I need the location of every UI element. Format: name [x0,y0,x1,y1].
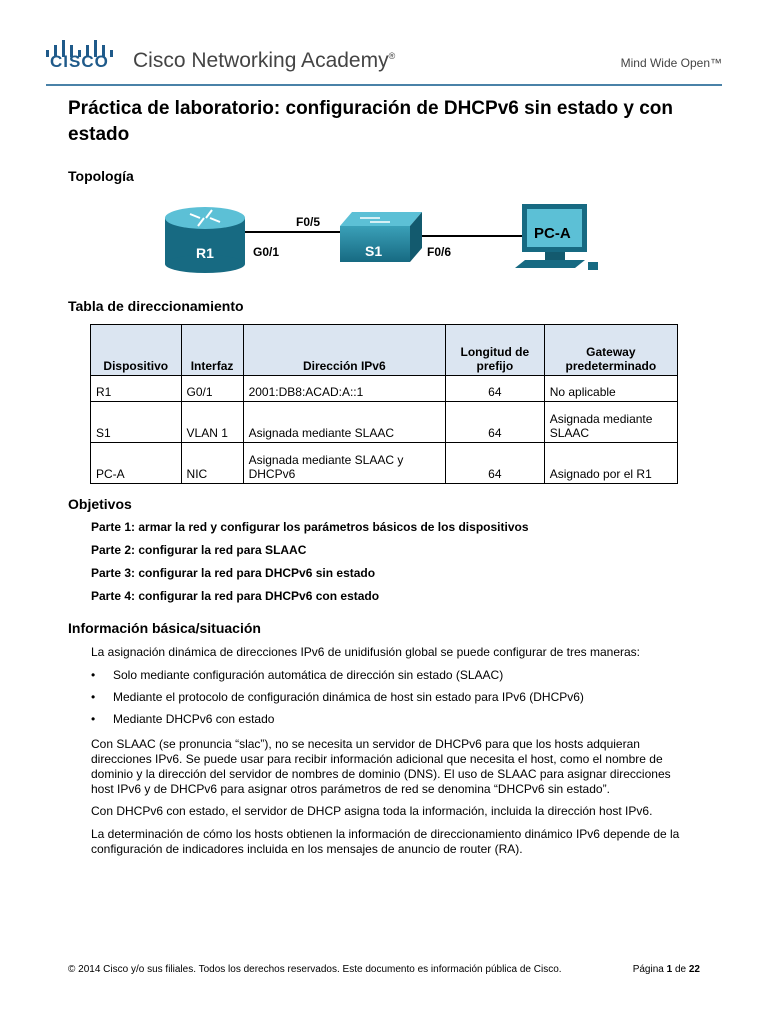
table-cell: 64 [446,443,545,484]
port-label-g0-1: G0/1 [253,245,280,259]
objective-item: Parte 3: configurar la red para DHCPv6 sin estado [91,566,376,580]
objective-item: Parte 4: configurar la red para DHCPv6 con estado [91,589,380,603]
table-row [91,402,678,443]
column-header: Dirección IPv6 [243,325,445,376]
table-cell: No aplicable [544,376,677,402]
table-row [91,376,678,402]
list-item: • Mediante DHCPv6 con estado [91,712,275,726]
slaac-paragraph: Con SLAAC (se pronuncia “slac”), no se necesita un servidor de DHCPv6 para que los hosts adquieran direcciones IPv6. Se puede usar para recibir información adicional que necesita el host, como el nombre de dominio y la dirección del servidor de nombres de dominio (DNS). El uso de SLAAC para asignar direcciones host IPv6 y de DHCPv6 para asignar otros parámetros de red se denomina “DHCPv6 sin estado”. [91,737,671,796]
intro-paragraph: La asignación dinámica de direcciones IPv6 de unidifusión global se puede configurar de tres maneras: [91,645,641,659]
addressing-table-heading: Tabla de direccionamiento [68,298,244,314]
table-cell: Asignada mediante SLAAC [243,402,445,443]
port-label-f0-6: F0/6 [427,245,452,259]
pc-label: PC-A [534,225,571,242]
table-cell: 64 [446,402,545,443]
objectives-heading: Objetivos [68,496,132,512]
table-cell: 2001:DB8:ACAD:A::1 [243,376,445,402]
objective-item: Parte 1: armar la red y configurar los parámetros básicos de los dispositivos [91,520,529,534]
table-cell: PC-A [91,443,182,484]
column-header: Dispositivo [91,325,182,376]
column-header: Longitud de prefijo [446,325,545,376]
bullet-icon: • [91,690,96,704]
table-cell: NIC [181,443,243,484]
footer-copyright: © 2014 Cisco y/o sus filiales. Todos los derechos reservados. Este documento es información pública de Cisco. [68,964,562,975]
ra-paragraph: La determinación de cómo los hosts obtienen la información de direccionamiento dinámico IPv6 depende de la configuración de indicadores incluida en los mensajes de anuncio de router (RA). [91,827,680,856]
table-row [91,443,678,484]
stateful-paragraph: Con DHCPv6 con estado, el servidor de DHCP asigna toda la información, incluida la dirección host IPv6. [91,804,653,818]
table-cell: Asignado por el R1 [544,443,677,484]
table-cell: VLAN 1 [181,402,243,443]
table-header-row [91,325,678,376]
column-header: Gateway predeterminado [544,325,677,376]
router-r1-icon [165,207,245,273]
academy-name: Cisco Networking Academy® [133,49,396,72]
column-header: Interfaz [181,325,243,376]
table-cell: Asignada mediante SLAAC [544,402,677,443]
page-header [0,0,768,86]
topology-heading: Topología [68,168,134,184]
tagline: Mind Wide Open™ [620,56,722,70]
table-cell: S1 [91,402,182,443]
bullet-icon: • [91,712,96,726]
table-cell: G0/1 [181,376,243,402]
table-cell: Asignada mediante SLAAC y DHCPv6 [243,443,445,484]
addressing-table [90,324,678,484]
router-label: R1 [196,245,214,261]
header-divider [46,84,722,86]
port-label-f0-5: F0/5 [296,215,321,229]
table-cell: R1 [91,376,182,402]
footer-page-number: Página 1 de 22 [632,964,700,975]
background-heading: Información básica/situación [68,620,261,636]
list-item: • Mediante el protocolo de configuración dinámica de host sin estado para IPv6 (DHCPv6) [91,690,584,704]
cisco-wordmark: CISCO [50,52,109,71]
list-item: • Solo mediante configuración automática de dirección sin estado (SLAAC) [91,668,504,682]
document-title: Práctica de laboratorio: configuración de DHCPv6 sin estado y con estado [68,98,673,145]
bullet-icon: • [91,668,96,682]
topology-diagram [160,196,610,286]
objective-item: Parte 2: configurar la red para SLAAC [91,543,307,557]
table-cell: 64 [446,376,545,402]
switch-label: S1 [365,243,383,259]
